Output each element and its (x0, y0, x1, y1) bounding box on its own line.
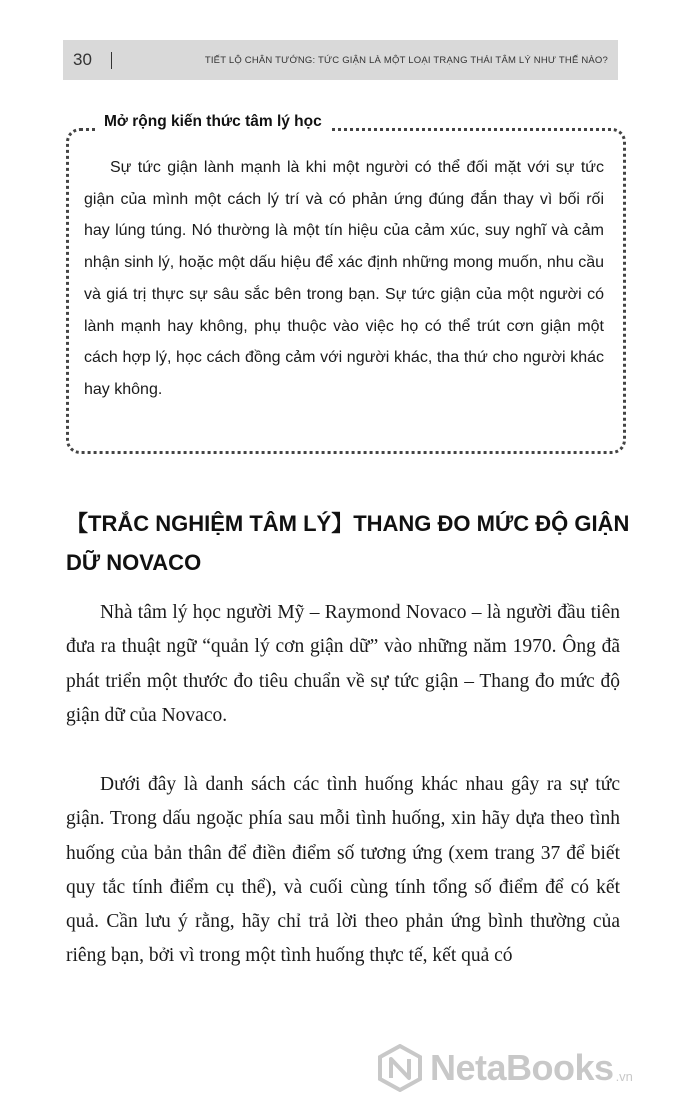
header-divider (111, 52, 112, 69)
watermark-suffix: .vn (615, 1069, 633, 1084)
section-heading: 【TRẮC NGHIỆM TÂM LÝ】THANG ĐO MỨC ĐỘ GIẬN DỮ NOVACO (66, 511, 630, 575)
running-title: TIẾT LỘ CHÂN TƯỚNG: TỨC GIẬN LÀ MỘT LOẠI TRẠNG THÁI TÂM LÝ NHƯ THẾ NÀO? (204, 54, 608, 66)
page-number: 30 (73, 50, 92, 69)
info-box-title: Mở rộng kiến thức tâm lý học (96, 113, 330, 131)
body-paragraph-2: Dưới đây là danh sách các tình huống khác nhau gây ra sự tức giận. Trong dấu ngoặc phía sau mỗi tình huống, xin hãy dựa theo tình huống của bản thân để điền điểm số tương ứng (xem trang 37 để biết quy tắc tính điểm cụ thể), và cuối cùng tính tổng số điểm để có kết quả. Cần lưu ý rằng, hãy chỉ trả lời theo phản ứng bình thường của riêng bạn, bởi vì trong một tình huống thực tế, kết quả có (66, 774, 620, 967)
info-box-text: Sự tức giận lành mạnh là khi một người có thể đối mặt với sự tức giận của mình một cách lý trí và có phản ứng đúng đắn thay vì bối rối hay lúng túng. Nó thường là một tín hiệu của cảm xúc, suy nghĩ và cảm nhận sinh lý, hoặc một dấu hiệu để xác định những mong muốn, nhu cầu và giá trị thực sự sâu sắc bên trong bạn. Sự tức giận của một người có lành mạnh hay không, phụ thuộc vào việc họ có thể trút cơn giận một cách hợp lý, học cách đồng cảm với người khác, tha thứ cho người khác hay không. (84, 159, 604, 398)
body-paragraph-1: Nhà tâm lý học người Mỹ – Raymond Novaco – là người đầu tiên đưa ra thuật ngữ “quản lý cơn giận dữ” vào những năm 1970. Ông đã phát triển một thước đo tiêu chuẩn về sự tức giận – Thang đo mức độ giận dữ của Novaco. (66, 602, 620, 726)
running-header (63, 40, 618, 80)
publisher-watermark (378, 1038, 633, 1098)
netabooks-logo-icon (378, 1044, 422, 1092)
watermark-brand: NetaBooks (430, 1047, 614, 1088)
info-box-body (84, 152, 604, 406)
